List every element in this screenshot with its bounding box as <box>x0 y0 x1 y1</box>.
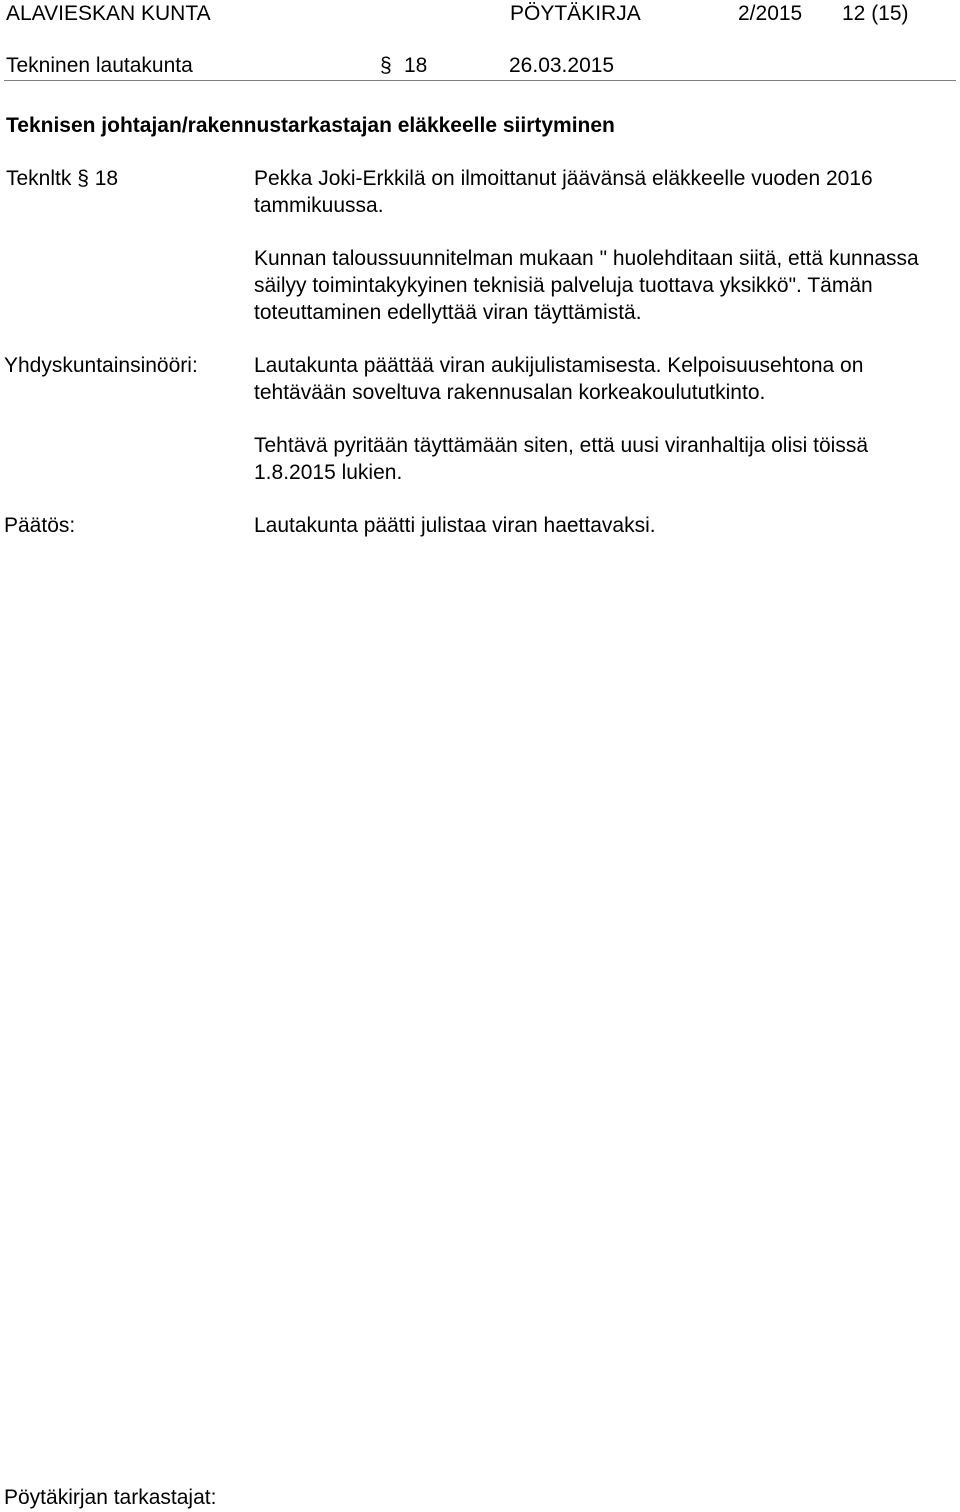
paragraph-3: Lautakunta päättää viran aukijulistamisesta. Kelpoisuusehtona on tehtävään soveltuva rakennusalan korkeakoulututkinto. <box>254 354 864 404</box>
section-number: 18 <box>404 54 428 77</box>
section-prefix: Teknltk <box>6 167 72 190</box>
section-ref-symbol: § <box>77 167 89 190</box>
document-type: PÖYTÄKIRJA <box>510 2 641 25</box>
page-title: Teknisen johtajan/rakennustarkastajan eläkkeelle siirtyminen <box>6 114 615 137</box>
board-name: Tekninen lautakunta <box>6 54 193 77</box>
proposal-label: Yhdyskuntainsinööri: <box>4 354 198 377</box>
section-ref-number: 18 <box>94 167 119 190</box>
meeting-date: 26.03.2015 <box>509 54 615 77</box>
page-number: 12 (15) <box>842 2 909 25</box>
section-symbol: § <box>380 54 392 77</box>
paragraph-1: Pekka Joki-Erkkilä on ilmoittanut jäävänsä eläkkeelle vuoden 2016 tammikuussa. <box>254 167 873 217</box>
document-number: 2/2015 <box>738 2 803 25</box>
paragraph-2: Kunnan taloussuunnitelman mukaan " huolehditaan siitä, että kunnassa säilyy toimintakykyinen teknisiä palveluja tuottava yksikkö". Tämän toteuttaminen edellyttää viran täyttämistä. <box>254 247 919 324</box>
municipality-name: ALAVIESKAN KUNTA <box>6 2 211 25</box>
paragraph-5: Lautakunta päätti julistaa viran haettavaksi. <box>254 514 656 537</box>
decision-label: Päätös: <box>4 514 76 537</box>
reviewers-label: Pöytäkirjan tarkastajat: <box>4 1486 217 1509</box>
header-divider <box>4 80 956 81</box>
paragraph-4: Tehtävä pyritään täyttämään siten, että uusi viranhaltija olisi töissä 1.8.2015 lukien. <box>254 434 868 484</box>
section-reference <box>6 165 118 192</box>
